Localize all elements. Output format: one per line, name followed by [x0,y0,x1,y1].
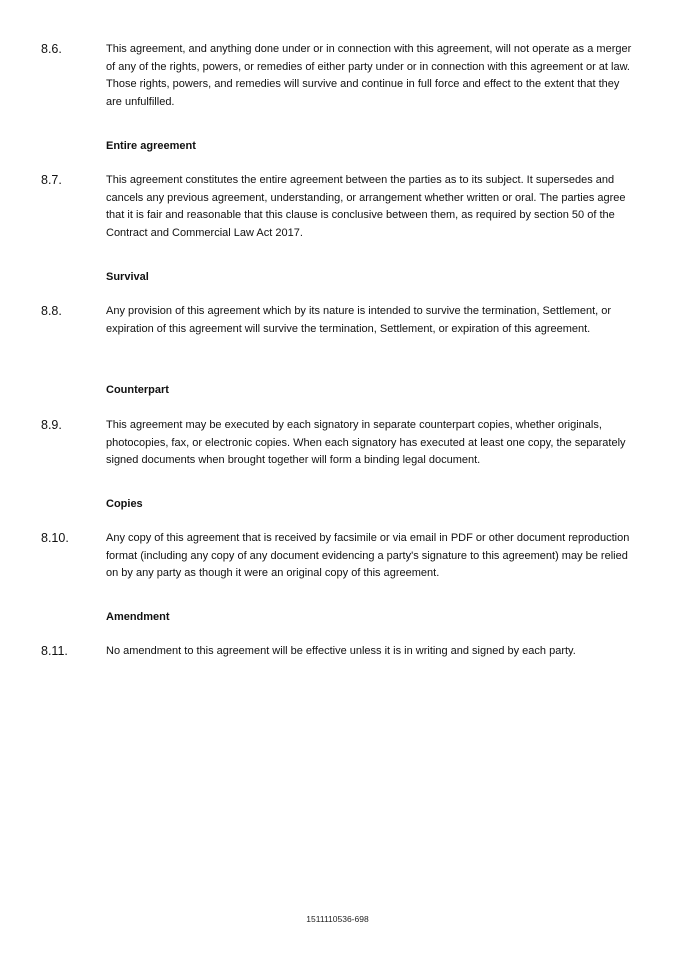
clause-number: 8.9. [41,418,62,432]
clause-text: Any provision of this agreement which by its nature is intended to survive the termination, Settlement, or expiration of this agreement will survive the termination, Settlement, or expiration of this agreement. [106,305,612,335]
clause-number: 8.7. [41,173,62,187]
heading-survival: Survival [106,271,149,283]
clause-text: This agreement, and anything done under or in connection with this agreement, will not operate as a merger of any of the rights, powers, or remedies of either party under or in connection with this agreement or at law. Those rights, powers, and remedies will survive and continue in full force and effect to the extent that they are unfulfilled. [106,43,632,108]
heading-entire-agreement: Entire agreement [106,140,196,152]
clause-text: Any copy of this agreement that is received by facsimile or via email in PDF or other document reproduction format (including any copy of any document evidencing a party's signature to this agreement) may be relied on by any party as though it were an original copy of this agreement. [106,532,630,579]
clause-number: 8.10. [41,531,69,545]
heading-copies: Copies [106,498,143,510]
heading-counterpart: Counterpart [106,384,169,396]
clause-number: 8.11. [41,644,68,658]
clause-text: No amendment to this agreement will be effective unless it is in writing and signed by each party. [106,645,576,657]
clause-number: 8.8. [41,304,62,318]
clause-text: This agreement may be executed by each signatory in separate counterpart copies, whether originals, photocopies, fax, or electronic copies. When each signatory has executed at least one copy, the separately signed documents when brought together will form a binding legal document. [106,419,626,466]
footer-document-reference: 1511110536-698 [306,914,369,924]
clause-number: 8.6. [41,42,62,56]
heading-amendment: Amendment [106,611,170,623]
clause-text: This agreement constitutes the entire agreement between the parties as to its subject. It supersedes and cancels any previous agreement, understanding, or arrangement whether written or oral. The parties agree that it is fair and reasonable that this clause is conclusive between them, as required by section 50 of the Contract and Commercial Law Act 2017. [106,174,626,239]
